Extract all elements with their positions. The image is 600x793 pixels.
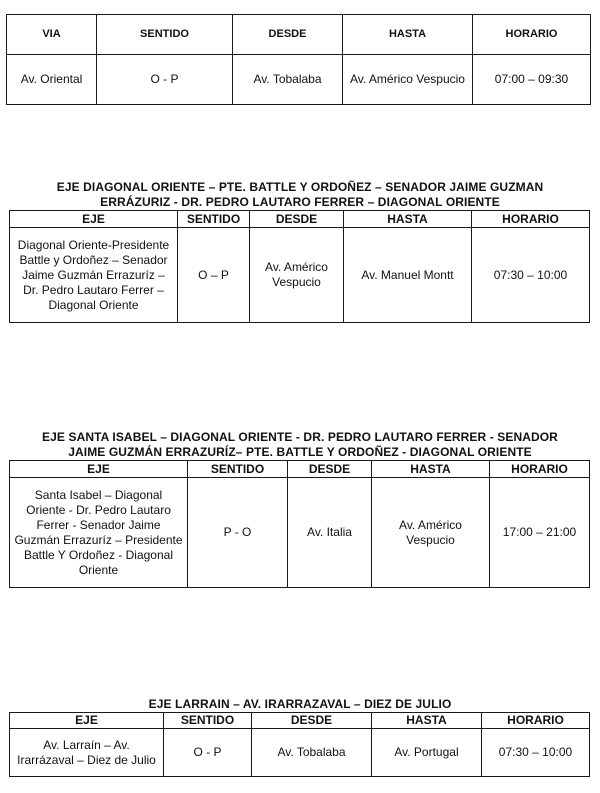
- cell-desde: Av. Tobalaba: [233, 55, 343, 105]
- table-row: [7, 55, 591, 105]
- header-sentido: SENTIDO: [178, 211, 250, 228]
- table-header-row: [7, 15, 591, 55]
- header-eje: EJE: [10, 713, 164, 729]
- header-hasta: HASTA: [344, 211, 472, 228]
- cell-desde: Av. Italia: [288, 478, 372, 588]
- cell-hasta: Av. Américo Vespucio: [343, 55, 473, 105]
- cell-hasta: Av. Portugal: [372, 729, 482, 777]
- header-via: VIA: [7, 15, 97, 55]
- cell-sentido: O – P: [178, 228, 250, 323]
- table-section-santa-isabel: [0, 430, 600, 588]
- section-title: [0, 697, 600, 712]
- schedule-table-diagonal-oriente: [9, 210, 590, 323]
- table-row: [10, 228, 590, 323]
- section-title-line: EJE LARRAIN – AV. IRARRAZAVAL – DIEZ DE JULIO: [148, 697, 452, 711]
- header-horario: HORARIO: [472, 211, 590, 228]
- header-desde: DESDE: [250, 211, 344, 228]
- section-title-line: JAIME GUZMÁN ERRAZURÍZ– PTE. BATTLE Y ORDOÑEZ - DIAGONAL ORIENTE: [68, 445, 532, 459]
- header-desde: DESDE: [233, 15, 343, 55]
- header-desde: DESDE: [288, 461, 372, 478]
- section-title-line: ERRÁZURIZ - DR. PEDRO LAUTARO FERRER – DIAGONAL ORIENTE: [100, 195, 500, 209]
- table-header-row: [10, 461, 590, 478]
- section-title-line: EJE DIAGONAL ORIENTE – PTE. BATTLE Y ORDOÑEZ – SENADOR JAIME GUZMAN: [56, 180, 544, 194]
- cell-sentido: P - O: [188, 478, 288, 588]
- header-hasta: HASTA: [372, 713, 482, 729]
- cell-via: Av. Oriental: [7, 55, 97, 105]
- table-section-diagonal-oriente: [0, 180, 600, 323]
- cell-horario: 17:00 – 21:00: [490, 478, 590, 588]
- table-section-larrain: [0, 697, 600, 777]
- cell-sentido: O - P: [164, 729, 252, 777]
- header-sentido: SENTIDO: [164, 713, 252, 729]
- header-desde: DESDE: [252, 713, 372, 729]
- cell-eje: Diagonal Oriente-Presidente Battle y Ordoñez – Senador Jaime Guzmán Errazuríz – Dr. Pedro Lautaro Ferrer – Diagonal Oriente: [10, 228, 178, 323]
- table-header-row: [10, 211, 590, 228]
- table-row: [10, 729, 590, 777]
- section-title: [0, 180, 600, 210]
- schedule-table-santa-isabel: [9, 460, 590, 588]
- cell-desde: Av. Tobalaba: [252, 729, 372, 777]
- header-horario: HORARIO: [490, 461, 590, 478]
- cell-hasta: Av. Américo Vespucio: [372, 478, 490, 588]
- table-row: [10, 478, 590, 588]
- schedule-table-oriental: [6, 14, 591, 105]
- cell-horario: 07:00 – 09:30: [473, 55, 591, 105]
- cell-eje: Av. Larraín – Av. Irarrázaval – Diez de Julio: [10, 729, 164, 777]
- section-title: [0, 430, 600, 460]
- header-sentido: SENTIDO: [97, 15, 233, 55]
- cell-desde: Av. Américo Vespucio: [250, 228, 344, 323]
- header-hasta: HASTA: [343, 15, 473, 55]
- header-hasta: HASTA: [372, 461, 490, 478]
- cell-horario: 07:30 – 10:00: [482, 729, 590, 777]
- cell-eje: Santa Isabel – Diagonal Oriente - Dr. Pedro Lautaro Ferrer - Senador Jaime Guzmán Errazuríz – Presidente Battle Y Ordoñez - Diagonal Oriente: [10, 478, 188, 588]
- cell-hasta: Av. Manuel Montt: [344, 228, 472, 323]
- header-horario: HORARIO: [482, 713, 590, 729]
- table-header-row: [10, 713, 590, 729]
- header-horario: HORARIO: [473, 15, 591, 55]
- cell-sentido: O - P: [97, 55, 233, 105]
- cell-horario: 07:30 – 10:00: [472, 228, 590, 323]
- section-title-line: EJE SANTA ISABEL – DIAGONAL ORIENTE - DR. PEDRO LAUTARO FERRER - SENADOR: [42, 430, 558, 444]
- table-section-oriental: [0, 14, 600, 105]
- header-eje: EJE: [10, 461, 188, 478]
- header-sentido: SENTIDO: [188, 461, 288, 478]
- header-eje: EJE: [10, 211, 178, 228]
- schedule-table-larrain: [9, 712, 590, 777]
